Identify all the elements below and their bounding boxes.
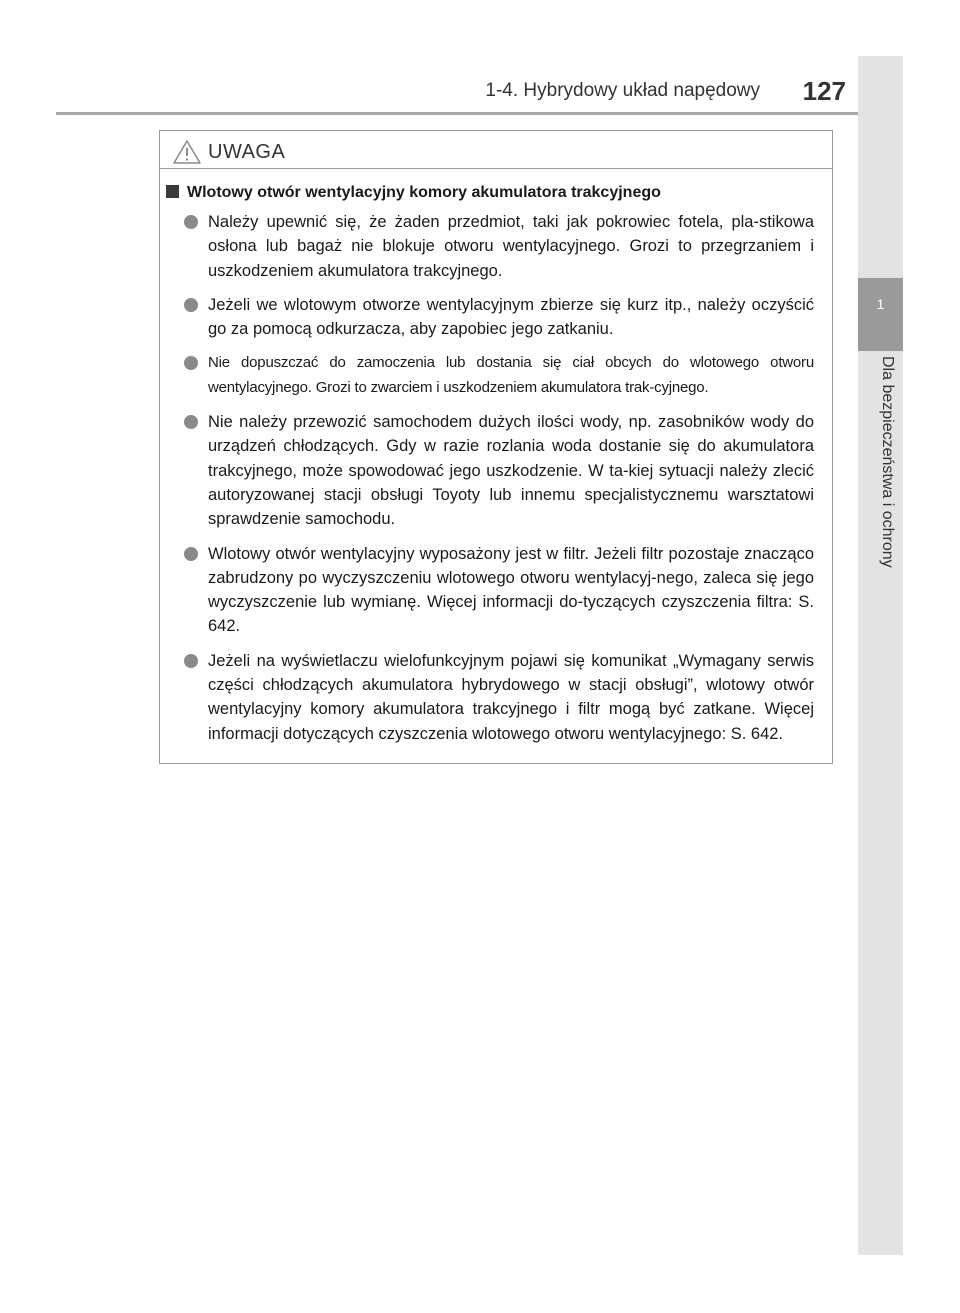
list-item [182, 210, 814, 283]
list-item-text: Nie należy przewozić samochodem dużych ilości wody, np. zasobników wody do urządzeń chłodzących. Gdy w razie rozlania woda dostanie się do akumulatora trakcyjnego, może spowodować jego uszkodzenie. W ta-kiej sytuacji należy zlecić autoryzowanej stacji obsługi Toyoty lub innemu specjalistycznemu warsztatowi sprawdzenie samochodu. [208, 413, 814, 529]
bullet-icon [184, 215, 198, 229]
list-item [182, 351, 814, 400]
warning-box [159, 130, 833, 764]
chapter-title: Dla bezpieczeństwa i ochrony [879, 356, 896, 568]
section-heading-text: Wlotowy otwór wentylacyjny komory akumulatora trakcyjnego [187, 184, 661, 201]
chapter-number: 1 [876, 296, 885, 312]
section-title: 1-4. Hybrydowy układ napędowy [485, 80, 760, 101]
list-item [182, 410, 814, 531]
header-divider [56, 112, 903, 115]
list-item-text: Jeżeli na wyświetlaczu wielofunkcyjnym pojawi się komunikat „Wymagany serwis części chłodzących akumulatora hybrydowego w stacji obsługi”, wlotowy otwór wentylacyjny komory akumulatora trakcyjnego i filtr mogą być zatkane. Więcej informacji dotyczących czyszczenia wlotowego otworu wentylacyjnego: S. 642. [208, 651, 814, 743]
bullet-icon [184, 654, 198, 668]
bullet-icon [184, 415, 198, 429]
list-item [182, 649, 814, 746]
warning-header [160, 131, 832, 169]
bullet-icon [184, 356, 198, 370]
square-bullet-icon [166, 185, 179, 198]
list-item [182, 542, 814, 639]
bullet-icon [184, 298, 198, 312]
list-item [182, 293, 814, 342]
chapter-side-tab [858, 56, 903, 1255]
list-item-text: Należy upewnić się, że żaden przedmiot, taki jak pokrowiec fotela, pla-stikowa osłona lub bagaż nie blokuje otworu wentylacyjnego. Grozi to przegrzaniem i uszkodzeniem akumulatora trakcyjnego. [208, 213, 814, 280]
list-item-text: Nie dopuszczać do zamoczenia lub dostania się ciał obcych do wlotowego otworu wentylacyjnego. Grozi to zwarciem i uszkodzeniem akumulatora trak-cyjnego. [208, 354, 814, 396]
warning-title: UWAGA [208, 141, 286, 163]
warning-triangle-icon [172, 139, 202, 165]
list-item-text: Jeżeli we wlotowym otworze wentylacyjnym zbierze się kurz itp., należy oczyścić go za pomocą odkurzacza, aby zapobiec jego zatkaniu. [208, 295, 814, 339]
warning-list [182, 210, 814, 756]
page-number: 127 [802, 76, 846, 106]
chapter-tab-marker [858, 278, 903, 351]
section-heading [166, 184, 816, 202]
list-item-text: Wlotowy otwór wentylacyjny wyposażony jest w filtr. Jeżeli filtr pozostaje znacząco zabrudzony po wyczyszczeniu wlotowego otworu wentylacyj-nego, zaleca się jego wyczyszczenie lub wymianę. Więcej informacji do-tyczących czyszczenia filtra: S. 642. [208, 544, 814, 636]
bullet-icon [184, 547, 198, 561]
